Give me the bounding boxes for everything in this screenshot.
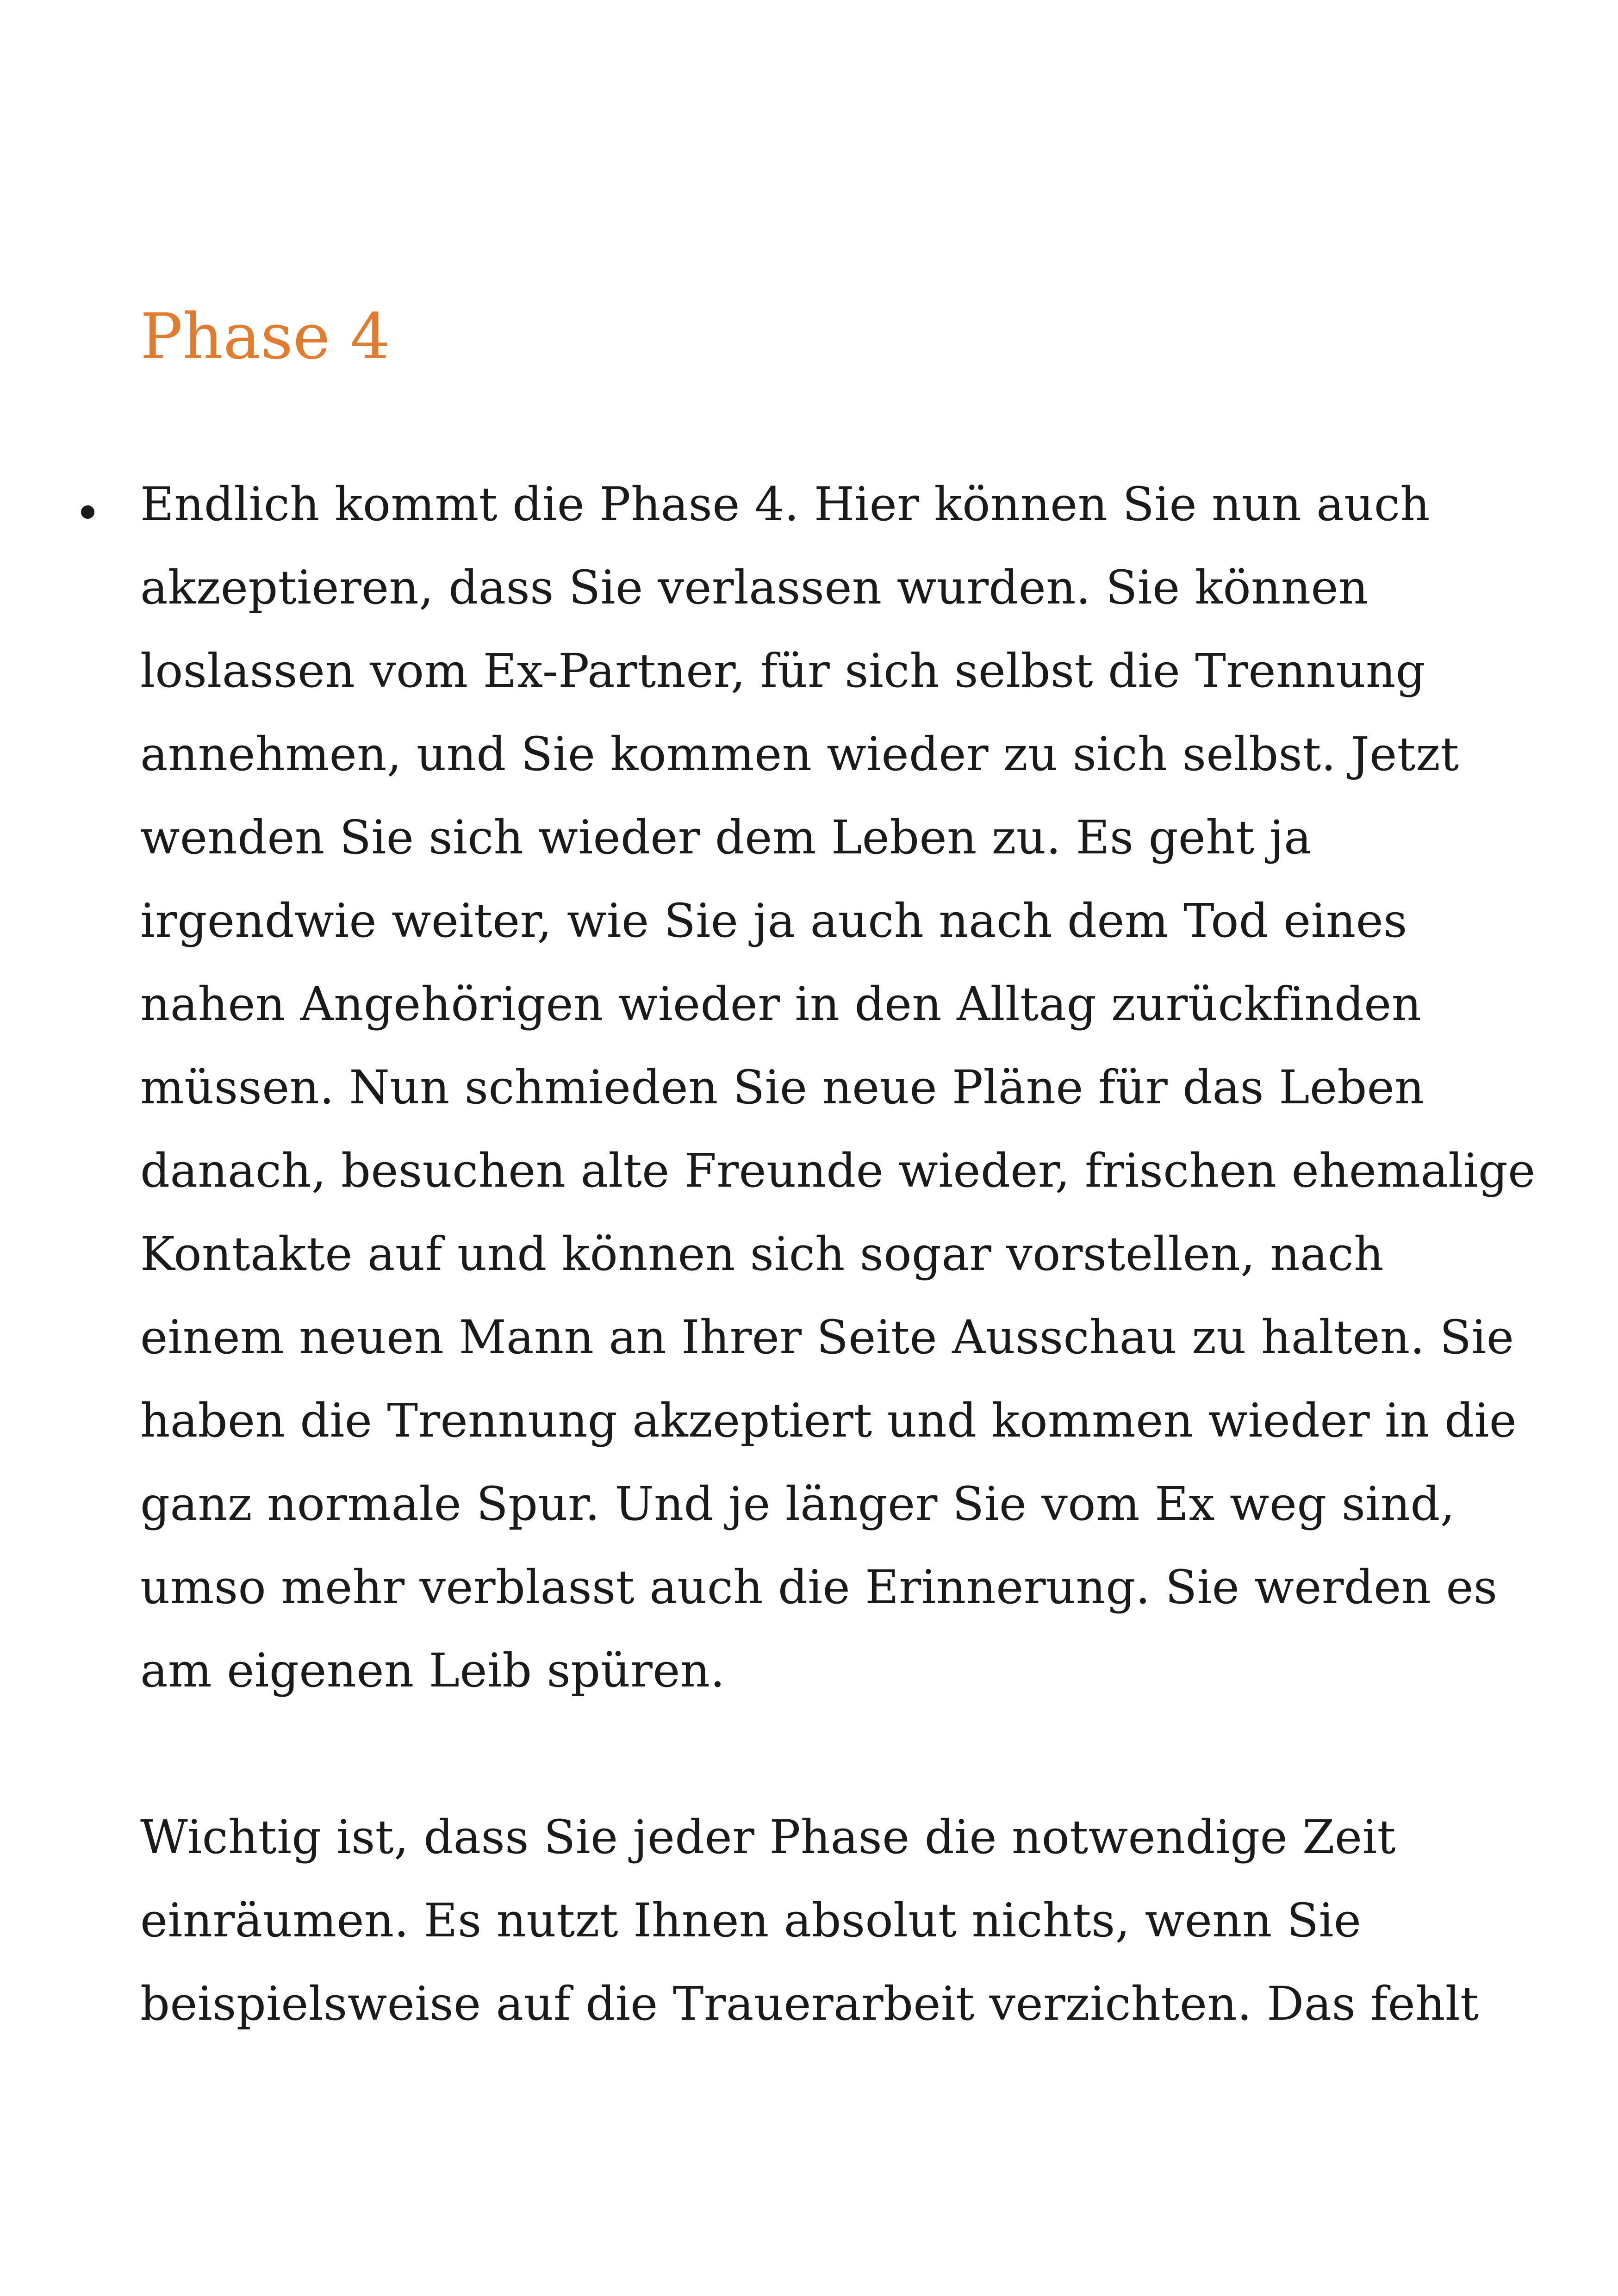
text-line: Endlich kommt die Phase 4. Hier können Sie nun auch — [140, 477, 1430, 531]
text-line: Kontakte auf und können sich sogar vorstellen, nach — [140, 1227, 1384, 1281]
text-line: akzeptieren, dass Sie verlassen wurden. Sie können — [140, 560, 1369, 615]
text-line: wenden Sie sich wieder dem Leben zu. Es geht ja — [140, 810, 1312, 865]
text-line: loslassen vom Ex-Partner, für sich selbst die Trennung — [140, 644, 1425, 698]
text-line: ganz normale Spur. Und je länger Sie vom Ex weg sind, — [140, 1477, 1455, 1531]
text-line: umso mehr verblasst auch die Erinnerung. Sie werden es — [140, 1560, 1498, 1614]
text-line: müssen. Nun schmieden Sie neue Pläne für das Leben — [140, 1060, 1425, 1114]
bullet-paragraph — [140, 463, 1552, 1712]
text-line: nahen Angehörigen wieder in den Alltag zurückfinden — [140, 977, 1422, 1031]
text-line: danach, besuchen alte Freunde wieder, frischen ehemalige — [140, 1144, 1536, 1198]
text-line: Wichtig ist, dass Sie jeder Phase die notwendige Zeit — [140, 1810, 1396, 1864]
text-line: beispielsweise auf die Trauerarbeit verzichten. Das fehlt — [140, 1977, 1479, 2031]
text-line: einräumen. Es nutzt Ihnen absolut nichts, wenn Sie — [140, 1893, 1362, 1948]
body-paragraph — [140, 1796, 1552, 2046]
bullet-point: • — [74, 486, 101, 541]
text-line: am eigenen Leib spüren. — [140, 1643, 725, 1698]
text-line: einem neuen Mann an Ihrer Seite Ausschau zu halten. Sie — [140, 1310, 1514, 1364]
text-line: annehmen, und Sie kommen wieder zu sich selbst. Jetzt — [140, 727, 1459, 781]
text-line: haben die Trennung akzeptiert und kommen wieder in die — [140, 1394, 1517, 1448]
section-heading: Phase 4 — [140, 300, 391, 373]
text-line: irgendwie weiter, wie Sie ja auch nach dem Tod eines — [140, 894, 1407, 948]
